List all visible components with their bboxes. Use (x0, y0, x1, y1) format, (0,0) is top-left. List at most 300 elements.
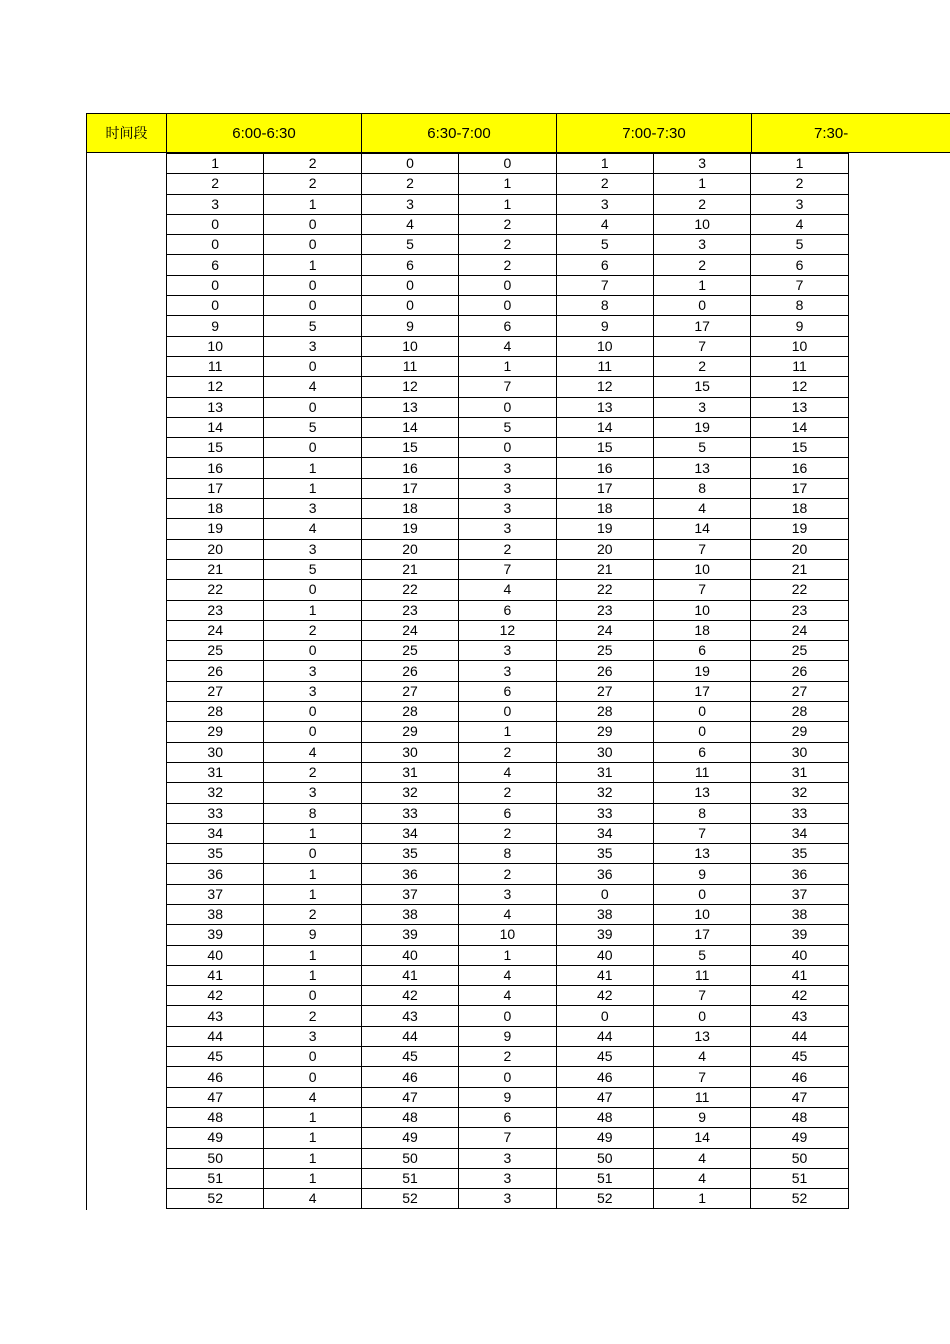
table-cell: 16 (167, 458, 264, 478)
table-cell: 5 (264, 417, 361, 437)
table-cell: 3 (264, 783, 361, 803)
table-row (167, 194, 849, 214)
table-cell: 27 (167, 681, 264, 701)
table-cell: 1 (751, 154, 848, 174)
table-cell: 0 (459, 1067, 556, 1087)
table-cell: 22 (167, 580, 264, 600)
table-cell: 7 (653, 580, 750, 600)
table-cell: 4 (459, 965, 556, 985)
table-row (167, 296, 849, 316)
table-cell: 16 (556, 458, 653, 478)
table-cell: 14 (653, 519, 750, 539)
table-cell: 27 (361, 681, 458, 701)
table-cell: 21 (751, 559, 848, 579)
table-cell: 0 (556, 1006, 653, 1026)
table-row (167, 1189, 849, 1209)
table-cell: 50 (167, 1148, 264, 1168)
table-cell: 24 (361, 620, 458, 640)
table-cell: 4 (264, 1087, 361, 1107)
table-row (167, 641, 849, 661)
table-cell: 14 (167, 417, 264, 437)
table-cell: 34 (167, 823, 264, 843)
table-cell: 5 (264, 559, 361, 579)
table-cell: 3 (459, 1168, 556, 1188)
table-cell: 3 (751, 194, 848, 214)
table-row (167, 417, 849, 437)
table-cell: 4 (653, 1047, 750, 1067)
table-cell: 2 (459, 214, 556, 234)
period-header: 7:30- (751, 114, 950, 152)
table-cell: 13 (653, 458, 750, 478)
table-cell: 36 (361, 864, 458, 884)
table-cell: 2 (264, 620, 361, 640)
table-cell: 4 (361, 214, 458, 234)
table-cell: 10 (556, 336, 653, 356)
table-cell: 27 (751, 681, 848, 701)
table-cell: 3 (167, 194, 264, 214)
table-row (167, 600, 849, 620)
table-cell: 5 (556, 235, 653, 255)
table-cell: 47 (361, 1087, 458, 1107)
time-period-column (86, 153, 166, 1210)
table-cell: 0 (167, 214, 264, 234)
table-row (167, 377, 849, 397)
table-cell: 5 (264, 316, 361, 336)
table-cell: 4 (264, 519, 361, 539)
table-row (167, 519, 849, 539)
table-cell: 7 (653, 986, 750, 1006)
table-cell: 47 (167, 1087, 264, 1107)
table-row (167, 803, 849, 823)
table-row (167, 1006, 849, 1026)
table-row (167, 1148, 849, 1168)
table-cell: 13 (653, 783, 750, 803)
table-cell: 20 (751, 539, 848, 559)
table-cell: 4 (459, 762, 556, 782)
table-cell: 15 (361, 438, 458, 458)
table-row (167, 945, 849, 965)
table-cell: 0 (264, 986, 361, 1006)
table-cell: 0 (264, 235, 361, 255)
table-cell: 43 (751, 1006, 848, 1026)
table-cell: 0 (556, 884, 653, 904)
table-row (167, 620, 849, 640)
table-cell: 1 (459, 722, 556, 742)
table-cell: 1 (264, 884, 361, 904)
table-cell: 46 (361, 1067, 458, 1087)
table-cell: 7 (459, 1128, 556, 1148)
table-cell: 13 (167, 397, 264, 417)
table-cell: 10 (459, 925, 556, 945)
table-cell: 3 (459, 1148, 556, 1168)
table-cell: 20 (556, 539, 653, 559)
table-cell: 15 (653, 377, 750, 397)
table-cell: 13 (653, 1026, 750, 1046)
table-cell: 0 (264, 580, 361, 600)
table-cell: 22 (556, 580, 653, 600)
table-cell: 11 (361, 356, 458, 376)
table-row (167, 438, 849, 458)
table-cell: 3 (361, 194, 458, 214)
table-cell: 42 (167, 986, 264, 1006)
table-cell: 15 (556, 438, 653, 458)
table-cell: 41 (556, 965, 653, 985)
table-cell: 1 (556, 154, 653, 174)
table-row (167, 235, 849, 255)
table-cell: 9 (167, 316, 264, 336)
table-cell: 35 (361, 844, 458, 864)
table-cell: 2 (653, 255, 750, 275)
table-cell: 43 (361, 1006, 458, 1026)
table-cell: 48 (167, 1107, 264, 1127)
table-cell: 2 (459, 823, 556, 843)
table-cell: 11 (167, 356, 264, 376)
table-cell: 15 (751, 438, 848, 458)
table-cell: 30 (361, 742, 458, 762)
table-cell: 32 (167, 783, 264, 803)
table-cell: 0 (459, 296, 556, 316)
table-cell: 17 (653, 925, 750, 945)
table-cell: 33 (167, 803, 264, 823)
table-cell: 11 (653, 762, 750, 782)
table-cell: 14 (653, 1128, 750, 1148)
table-cell: 9 (751, 316, 848, 336)
table-cell: 1 (264, 255, 361, 275)
table-cell: 0 (459, 702, 556, 722)
table-cell: 4 (459, 904, 556, 924)
table-cell: 52 (167, 1189, 264, 1209)
table-row (167, 742, 849, 762)
table-cell: 38 (751, 904, 848, 924)
table-cell: 10 (751, 336, 848, 356)
table-cell: 29 (167, 722, 264, 742)
table-cell: 2 (556, 174, 653, 194)
table-row (167, 580, 849, 600)
table-cell: 51 (556, 1168, 653, 1188)
table-cell: 48 (751, 1107, 848, 1127)
table-cell: 30 (751, 742, 848, 762)
table-cell: 30 (167, 742, 264, 762)
table-row (167, 1168, 849, 1188)
table-cell: 3 (653, 154, 750, 174)
table-cell: 4 (751, 214, 848, 234)
table-cell: 3 (459, 458, 556, 478)
table-cell: 0 (459, 397, 556, 417)
table-cell: 0 (264, 1047, 361, 1067)
table-cell: 52 (361, 1189, 458, 1209)
table-cell: 0 (264, 214, 361, 234)
table-cell: 39 (361, 925, 458, 945)
table-cell: 6 (459, 803, 556, 823)
table-cell: 2 (264, 1006, 361, 1026)
table-cell: 0 (264, 844, 361, 864)
table-cell: 52 (751, 1189, 848, 1209)
table-cell: 2 (653, 356, 750, 376)
table-cell: 0 (361, 296, 458, 316)
table-cell: 38 (556, 904, 653, 924)
table-cell: 1 (459, 356, 556, 376)
table-cell: 41 (167, 965, 264, 985)
table-cell: 6 (459, 316, 556, 336)
table-cell: 9 (459, 1087, 556, 1107)
table-cell: 33 (361, 803, 458, 823)
table-cell: 20 (361, 539, 458, 559)
table-cell: 0 (653, 702, 750, 722)
table-cell: 17 (556, 478, 653, 498)
table-cell: 3 (459, 1189, 556, 1209)
table-row (167, 316, 849, 336)
table-cell: 24 (556, 620, 653, 640)
table-cell: 12 (459, 620, 556, 640)
table-row (167, 844, 849, 864)
table-cell: 14 (751, 417, 848, 437)
table-cell: 2 (459, 783, 556, 803)
table-row (167, 986, 849, 1006)
table-cell: 0 (361, 154, 458, 174)
table-cell: 36 (556, 864, 653, 884)
table-cell: 52 (556, 1189, 653, 1209)
table-row (167, 458, 849, 478)
table-cell: 5 (653, 945, 750, 965)
table-cell: 25 (361, 641, 458, 661)
table-cell: 4 (264, 377, 361, 397)
table-cell: 1 (264, 478, 361, 498)
table-cell: 27 (556, 681, 653, 701)
table-cell: 9 (556, 316, 653, 336)
table-cell: 29 (361, 722, 458, 742)
table-cell: 22 (751, 580, 848, 600)
table-cell: 21 (361, 559, 458, 579)
table-cell: 23 (167, 600, 264, 620)
table-cell: 31 (167, 762, 264, 782)
table-row (167, 965, 849, 985)
table-cell: 0 (264, 438, 361, 458)
table-cell: 17 (751, 478, 848, 498)
table-cell: 34 (751, 823, 848, 843)
table-cell: 38 (361, 904, 458, 924)
table-cell: 40 (361, 945, 458, 965)
table-cell: 14 (361, 417, 458, 437)
period-header: 6:00-6:30 (166, 114, 361, 152)
table-cell: 17 (361, 478, 458, 498)
table-cell: 31 (361, 762, 458, 782)
table-cell: 6 (167, 255, 264, 275)
table-cell: 2 (653, 194, 750, 214)
table-cell: 1 (653, 1189, 750, 1209)
table-cell: 4 (264, 742, 361, 762)
table-cell: 0 (653, 296, 750, 316)
table-cell: 9 (459, 1026, 556, 1046)
table-cell: 40 (167, 945, 264, 965)
table-cell: 1 (264, 600, 361, 620)
table-cell: 1 (653, 275, 750, 295)
table-cell: 13 (361, 397, 458, 417)
table-cell: 35 (167, 844, 264, 864)
table-cell: 1 (459, 945, 556, 965)
table-cell: 5 (459, 417, 556, 437)
table-cell: 29 (751, 722, 848, 742)
table-cell: 1 (653, 174, 750, 194)
table-cell: 11 (653, 1087, 750, 1107)
table-cell: 36 (751, 864, 848, 884)
table-cell: 13 (653, 844, 750, 864)
table-cell: 19 (653, 661, 750, 681)
table-cell: 6 (459, 1107, 556, 1127)
table-cell: 1 (264, 823, 361, 843)
table-cell: 2 (361, 174, 458, 194)
table-cell: 6 (751, 255, 848, 275)
table-cell: 21 (167, 559, 264, 579)
table-cell: 3 (264, 539, 361, 559)
table-cell: 39 (556, 925, 653, 945)
table-cell: 40 (751, 945, 848, 965)
table-cell: 45 (751, 1047, 848, 1067)
table-row (167, 478, 849, 498)
table-cell: 8 (264, 803, 361, 823)
table-cell: 3 (264, 336, 361, 356)
table-cell: 51 (751, 1168, 848, 1188)
table-cell: 44 (751, 1026, 848, 1046)
table-cell: 46 (751, 1067, 848, 1087)
table-cell: 46 (556, 1067, 653, 1087)
table-cell: 44 (556, 1026, 653, 1046)
table-cell: 44 (167, 1026, 264, 1046)
table-cell: 6 (361, 255, 458, 275)
table-cell: 8 (751, 296, 848, 316)
table-cell: 24 (167, 620, 264, 640)
table-cell: 0 (459, 1006, 556, 1026)
table-row (167, 864, 849, 884)
table-cell: 2 (167, 174, 264, 194)
table-row (167, 661, 849, 681)
table-row (167, 275, 849, 295)
table-cell: 29 (556, 722, 653, 742)
table-cell: 50 (361, 1148, 458, 1168)
table-cell: 31 (556, 762, 653, 782)
table-cell: 2 (264, 174, 361, 194)
table-cell: 35 (556, 844, 653, 864)
table-cell: 19 (751, 519, 848, 539)
table-cell: 45 (556, 1047, 653, 1067)
table-row (167, 539, 849, 559)
table-cell: 6 (653, 641, 750, 661)
table-cell: 25 (167, 641, 264, 661)
table-cell: 3 (556, 194, 653, 214)
data-table (166, 153, 849, 1209)
table-cell: 1 (264, 1128, 361, 1148)
table-cell: 0 (167, 235, 264, 255)
table-cell: 40 (556, 945, 653, 965)
table-cell: 3 (264, 499, 361, 519)
table-cell: 3 (459, 884, 556, 904)
table-cell: 3 (459, 519, 556, 539)
table-cell: 6 (459, 600, 556, 620)
table-cell: 28 (556, 702, 653, 722)
period-header: 7:00-7:30 (556, 114, 751, 152)
table-cell: 51 (361, 1168, 458, 1188)
table-cell: 0 (264, 722, 361, 742)
table-cell: 25 (556, 641, 653, 661)
table-row (167, 397, 849, 417)
table-cell: 4 (556, 214, 653, 234)
table-row (167, 559, 849, 579)
table-cell: 41 (751, 965, 848, 985)
table-cell: 35 (751, 844, 848, 864)
table-row (167, 499, 849, 519)
table-cell: 28 (167, 702, 264, 722)
table-row (167, 783, 849, 803)
table-cell: 47 (751, 1087, 848, 1107)
table-cell: 1 (459, 194, 556, 214)
table-row (167, 174, 849, 194)
table-cell: 51 (167, 1168, 264, 1188)
table-cell: 3 (264, 681, 361, 701)
table-cell: 23 (556, 600, 653, 620)
table-cell: 26 (167, 661, 264, 681)
table-cell: 4 (653, 1168, 750, 1188)
table-cell: 11 (556, 356, 653, 376)
table-cell: 2 (751, 174, 848, 194)
table-cell: 5 (653, 438, 750, 458)
table-cell: 4 (653, 1148, 750, 1168)
table-cell: 23 (361, 600, 458, 620)
table-row (167, 681, 849, 701)
table-cell: 2 (264, 762, 361, 782)
table-cell: 4 (459, 580, 556, 600)
table-cell: 3 (459, 499, 556, 519)
table-cell: 9 (361, 316, 458, 336)
table-cell: 12 (167, 377, 264, 397)
table-cell: 12 (751, 377, 848, 397)
table-cell: 3 (653, 397, 750, 417)
table-cell: 20 (167, 539, 264, 559)
table-cell: 0 (653, 722, 750, 742)
table-cell: 1 (264, 1168, 361, 1188)
table-cell: 17 (167, 478, 264, 498)
table-cell: 0 (653, 1006, 750, 1026)
table-cell: 7 (653, 539, 750, 559)
table-cell: 0 (459, 438, 556, 458)
table-cell: 8 (459, 844, 556, 864)
table-cell: 34 (556, 823, 653, 843)
table-cell: 2 (459, 1047, 556, 1067)
table-cell: 1 (264, 194, 361, 214)
table-cell: 10 (167, 336, 264, 356)
table-row (167, 702, 849, 722)
table-cell: 18 (361, 499, 458, 519)
table-row (167, 336, 849, 356)
table-cell: 0 (264, 641, 361, 661)
table-row (167, 1107, 849, 1127)
table-cell: 23 (751, 600, 848, 620)
table-cell: 16 (361, 458, 458, 478)
table-cell: 3 (264, 1026, 361, 1046)
table-cell: 10 (653, 214, 750, 234)
table-cell: 8 (556, 296, 653, 316)
table-cell: 19 (167, 519, 264, 539)
table-cell: 42 (361, 986, 458, 1006)
table-cell: 4 (459, 336, 556, 356)
table-cell: 50 (556, 1148, 653, 1168)
table-cell: 33 (556, 803, 653, 823)
table-cell: 5 (751, 235, 848, 255)
table-row (167, 722, 849, 742)
table-cell: 0 (167, 296, 264, 316)
table-cell: 21 (556, 559, 653, 579)
table-cell: 13 (751, 397, 848, 417)
table-cell: 5 (361, 235, 458, 255)
table-cell: 49 (361, 1128, 458, 1148)
